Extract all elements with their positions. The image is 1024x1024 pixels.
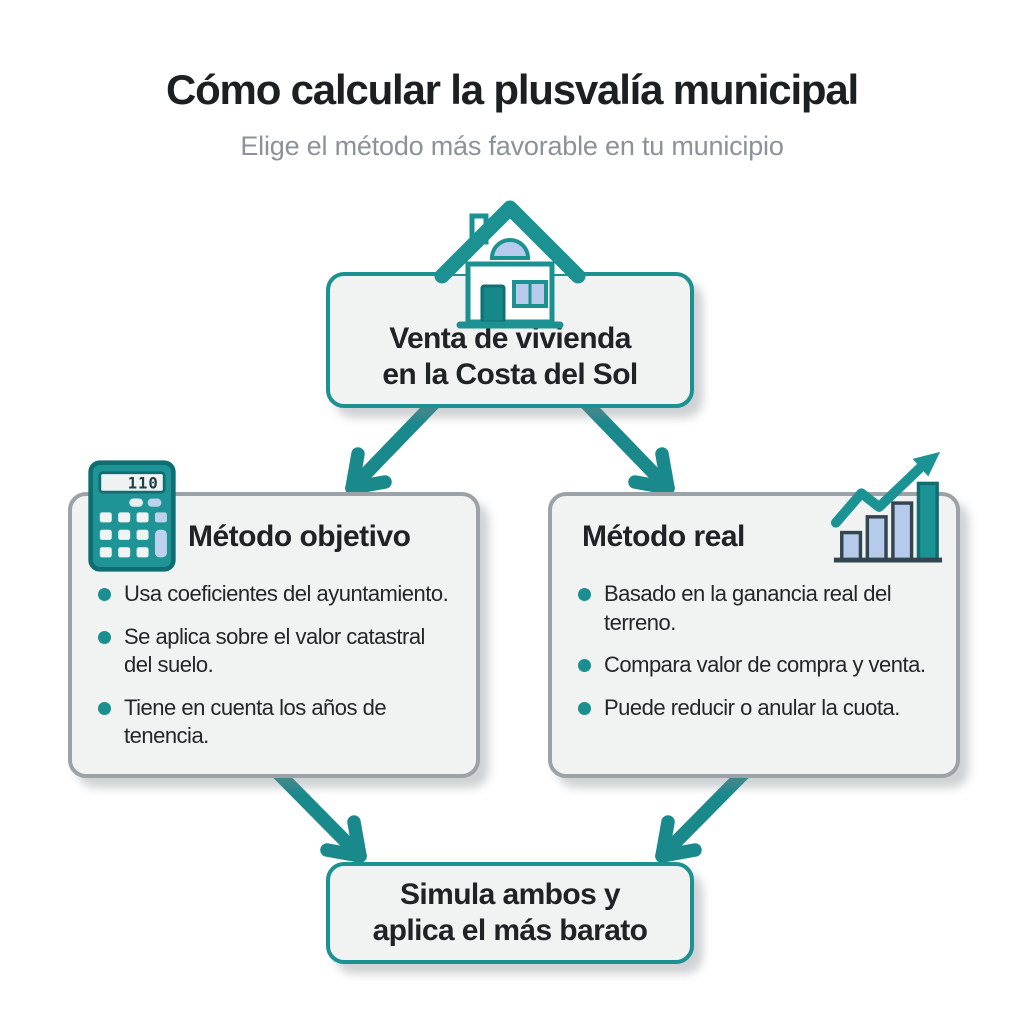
bottom-box-label-line2: aplica el más barato [372, 914, 648, 947]
bottom-box-label-line1: Simula ambos y [399, 878, 620, 911]
top-box-label-line1: Venta de vivienda [389, 322, 631, 355]
arrow-right-to-bottom [662, 772, 745, 856]
bullet-dot-icon [578, 659, 591, 672]
bullet-dot-icon [98, 702, 111, 715]
method-real-title: Método real [582, 520, 745, 553]
list-item [578, 694, 944, 723]
bullet-dot-icon [578, 588, 591, 601]
method-objective-bullets [98, 580, 464, 765]
bottom-box-label [373, 877, 648, 949]
arrow-top-to-left [352, 402, 435, 488]
bullet-dot-icon [98, 588, 111, 601]
list-item [578, 580, 944, 637]
bullet-text: Se aplica sobre el valor catastral del suelo. [124, 623, 425, 678]
bar-chart-icon [828, 448, 946, 566]
method-objective-title: Método objetivo [188, 520, 411, 553]
bullet-text: Compara valor de compra y venta. [604, 652, 926, 678]
bullet-text: Tiene en cuenta los años de tenencia. [124, 694, 387, 749]
calculator-icon [86, 459, 178, 573]
house-icon [430, 192, 590, 332]
bullet-dot-icon [98, 631, 111, 644]
top-box-label-line2: en la Costa del Sol [382, 358, 638, 391]
list-item [98, 694, 464, 751]
list-item [98, 623, 464, 680]
method-real-bullets [578, 580, 944, 736]
bullet-text: Usa coeficientes del ayuntamiento. [124, 581, 449, 606]
bullet-text: Basado en la ganancia real del terreno. [604, 581, 892, 635]
bottom-box-conclusion [326, 862, 694, 964]
calculator-display: 110 [127, 474, 159, 493]
page-title: Cómo calcular la plusvalía municipal [165, 66, 859, 113]
bullet-dot-icon [578, 702, 591, 715]
page-subtitle: Elige el método más favorable en tu municipio [240, 131, 784, 161]
arrow-left-to-bottom [277, 772, 360, 856]
arrow-top-to-right [585, 402, 668, 488]
list-item [578, 651, 944, 680]
list-item [98, 580, 464, 609]
bullet-text: Puede reducir o anular la cuota. [604, 694, 900, 720]
